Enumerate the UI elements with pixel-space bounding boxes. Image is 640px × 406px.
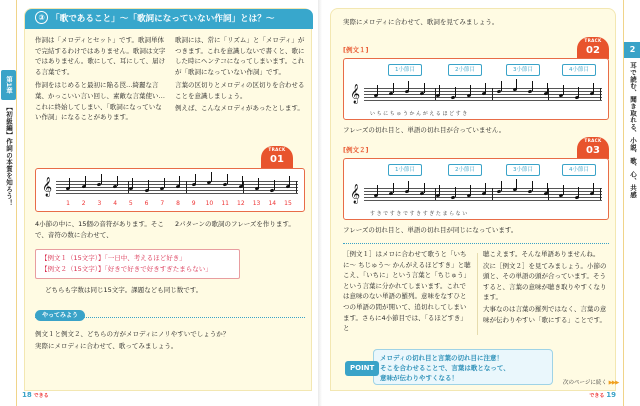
measure-tag: 2小節目 xyxy=(448,64,482,76)
note-number: 8 xyxy=(176,200,180,207)
staff-lines xyxy=(364,88,602,103)
note-stem xyxy=(274,180,275,190)
note-stem xyxy=(563,185,564,195)
note-stem xyxy=(455,187,456,197)
staff-lines xyxy=(364,188,602,203)
paragraph: 次に［例文２］を見てみましょう。小節の頭と、その単語の頭が合っています。そうすると、言葉の意味が聴き取りやすくなります。 xyxy=(483,261,607,302)
chapter-number: 2 xyxy=(624,42,640,58)
left-content-panel xyxy=(24,8,312,391)
example2-label: [例文２] xyxy=(343,146,369,154)
paragraph: 例文１と例文２、どちらの方がメロディにノリやすいでしょうか？ xyxy=(35,330,230,338)
next-page-link[interactable] xyxy=(563,379,618,388)
music-staff-2 xyxy=(343,58,609,120)
note-stem xyxy=(132,178,133,188)
paragraph: 言葉の区切りとメロディの区切りを合わせることを意識しましょう。 xyxy=(175,81,305,100)
example-box xyxy=(35,249,240,279)
brand-mark: できる xyxy=(589,393,605,400)
right-col-1 xyxy=(343,249,471,335)
point-badge: POINT xyxy=(345,361,379,376)
note-stem xyxy=(578,187,579,197)
note-stem xyxy=(195,174,196,184)
note-stem xyxy=(470,85,471,95)
note-number: 14 xyxy=(268,200,277,207)
lyrics: す き で す き で す き す ぎ た ま ら な い xyxy=(370,211,468,217)
track-label: TRACK xyxy=(584,38,602,43)
note-number: 4 xyxy=(113,200,118,207)
chapter-badge: 第1章 xyxy=(1,70,16,100)
note-number: 3 xyxy=(97,200,102,207)
note-stem xyxy=(227,174,228,184)
track-number: 02 xyxy=(586,45,600,56)
measure-tag: 1小節目 xyxy=(388,164,422,176)
paragraph: 大事なのは言葉の羅列ではなく、言葉の意味が伝わりやすい「歌にする」ことです。 xyxy=(483,304,607,324)
treble-clef-icon: 𝄞 xyxy=(42,177,53,197)
note-number: 13 xyxy=(252,200,261,207)
right-content-panel xyxy=(330,8,619,391)
note-stem xyxy=(408,181,409,191)
section-title-text: 「歌であること」〜「歌詞になっていない作詞」とは？〜 xyxy=(51,14,275,24)
paragraph: 聴こえます。そんな単語ありませんね。 xyxy=(483,250,600,258)
paragraph: 歌詞には、常に「リズム」と「メロディ」がつきます。これを意識しないで書くと、歌にした時にヘンテコになってしまいます。これが「歌詞になっていない作詞」です。 xyxy=(175,36,305,76)
note-stem xyxy=(258,178,259,188)
try-it-label: やってみよう xyxy=(35,310,85,321)
note-number: 5 xyxy=(128,200,133,207)
paragraph: ［例文１］はメロに合わせて歌うと「いちに〜 ちじゅう〜 かんがえるほどすき」と聴こえ、「いちに」という言葉と「ちじゅう」という言葉に分かれてしまいます。これでは意味のない単語の羅列。意味をなすひとつの単語の間が開いて、追切れしてしまいます。さらに4小節目では、「るほどすき」と xyxy=(343,250,471,333)
note-stem xyxy=(439,85,440,95)
note-stem xyxy=(593,183,594,193)
bar-line xyxy=(548,88,549,100)
note-stem xyxy=(164,178,165,188)
example2-caption: フレーズの切れ目と、単語の切れ目が同じになっています。 xyxy=(343,226,518,234)
note-stem xyxy=(439,185,440,195)
bar-line xyxy=(128,181,129,193)
example1-caption: フレーズの切れ目と、単語の切れ目が合っていません。 xyxy=(343,126,506,134)
bar-line xyxy=(600,88,601,100)
treble-clef-icon: 𝄞 xyxy=(350,84,361,104)
note-stem xyxy=(179,176,180,186)
bar-line xyxy=(548,188,549,200)
right-page xyxy=(322,0,640,406)
note-number: 11 xyxy=(221,200,229,207)
note-stem xyxy=(593,83,594,93)
measure-tag: 3小節目 xyxy=(506,164,540,176)
track-label: TRACK xyxy=(268,147,286,152)
note-stem xyxy=(424,183,425,193)
example-1 xyxy=(41,253,234,264)
example-2-text: 「好きで好きで好きすぎたまらない」 xyxy=(104,265,212,273)
note-stem xyxy=(455,87,456,97)
chapter-subtitle: 【初級編】作詞の本質を知ろう！ xyxy=(5,104,13,206)
bar-line xyxy=(186,181,187,193)
note-stem xyxy=(563,85,564,95)
lyrics: い ち に ち ゅ う か ん が え る ほ ど す き xyxy=(370,111,468,117)
note-stem xyxy=(501,81,502,91)
note-stem xyxy=(516,179,517,189)
right-col-2 xyxy=(483,249,611,326)
note-number: 10 xyxy=(205,200,214,207)
note-stem xyxy=(516,79,517,89)
note-stem xyxy=(85,176,86,186)
track-number: 01 xyxy=(270,154,284,165)
left-page xyxy=(0,0,318,406)
left-folio xyxy=(22,390,49,401)
music-staff-3 xyxy=(343,158,609,220)
left-col-1 xyxy=(35,35,167,124)
paragraph: 実際にメロディに合わせて、歌ってみましょう。 xyxy=(35,341,178,350)
intro-text: 実際にメロディに合わせて、歌詞を見てみましょう。 xyxy=(343,18,499,26)
note-stem xyxy=(211,172,212,182)
note-stem xyxy=(501,181,502,191)
note-number: 15 xyxy=(284,200,292,207)
left-col-2 xyxy=(175,35,305,114)
note-number: 9 xyxy=(191,200,196,207)
dotted-divider xyxy=(343,243,609,244)
paragraph: 作詞は「メロディとセット」です。歌詞単体で完結するわけではありません。歌詞は文字ではありません。歌にして、耳にして、届ける言葉です。 xyxy=(35,36,166,76)
note-number: 7 xyxy=(160,200,165,207)
note-stem xyxy=(377,85,378,95)
left-side-tab xyxy=(0,0,17,406)
try-it-text xyxy=(35,329,305,352)
note-number: 1 xyxy=(66,200,70,207)
bar-line xyxy=(435,188,436,200)
example1-label: [例文１] xyxy=(343,46,369,54)
section-title xyxy=(25,9,313,29)
example-2 xyxy=(41,264,234,275)
example-2-label: 【例文２（15文字）】 xyxy=(41,265,105,273)
next-page-text: 次のページに続く xyxy=(563,380,607,386)
measure-tag: 4小節目 xyxy=(562,64,596,76)
page-number: 18 xyxy=(22,391,32,400)
point-line: メロディの切れ目と言葉の切れ目に注意！ xyxy=(380,354,503,362)
bar-line xyxy=(435,88,436,100)
right-side-tab xyxy=(623,0,640,406)
note-stem xyxy=(532,81,533,91)
right-tab-subtitle: 耳で読む、聞き取れる、小説、歌、心、共感 xyxy=(629,62,637,198)
track-badge-02[interactable] xyxy=(577,37,609,59)
measure-tag: 4小節目 xyxy=(562,164,596,176)
bar-line xyxy=(492,188,493,200)
note-stem xyxy=(393,83,394,93)
paragraph: 例えば、こんなメロディがあったとします。 xyxy=(175,103,304,112)
bar-line xyxy=(243,181,244,193)
note-stem xyxy=(470,185,471,195)
note-stem xyxy=(148,180,149,190)
measure-tag: 3小節目 xyxy=(506,64,540,76)
track-label: TRACK xyxy=(584,138,602,143)
point-line: そこを合わせることで、言葉は歌となって、 xyxy=(380,364,510,372)
note-number: 6 xyxy=(144,200,149,207)
note-stem xyxy=(485,83,486,93)
page-number: 19 xyxy=(606,391,616,400)
note-number: 12 xyxy=(237,200,245,207)
below-staff-left: 4小節の中に、15個の音符があります。そこで、音符の数に合わせて、 xyxy=(35,220,164,239)
track-badge-01[interactable] xyxy=(261,146,293,168)
bar-line xyxy=(296,181,297,193)
note-stem xyxy=(485,183,486,193)
example-1-text: 「一日中、考えるほど好き」 xyxy=(104,254,186,262)
note-stem xyxy=(578,87,579,97)
bar-line xyxy=(600,188,601,200)
note-number: 2 xyxy=(81,200,86,207)
point-line: 意味が伝わりやすくなる！ xyxy=(380,374,458,382)
staff-lines xyxy=(56,181,298,196)
right-folio xyxy=(589,390,616,401)
note-stem xyxy=(101,174,102,184)
music-staff-1 xyxy=(35,168,305,212)
note-stem xyxy=(117,176,118,186)
note-stem xyxy=(393,183,394,193)
track-number: 03 xyxy=(586,145,600,156)
below-staff-right: 2パターンの歌詞のフレーズを作ります。 xyxy=(175,220,295,228)
note-stem xyxy=(377,185,378,195)
after-examples: どちらも字数は同じ15文字。課題なども同じ数です。 xyxy=(45,286,203,294)
point-box xyxy=(373,349,553,385)
brand-mark: できる xyxy=(33,393,49,400)
note-stem xyxy=(289,176,290,186)
example-1-label: 【例文１（15文字）】 xyxy=(41,254,105,262)
paragraph: 作詞をはじめると最初に陥る罠…綺麗な言葉、かっこいい言い回し、素敵な言葉使い…これに終始してしまい、「歌詞になっていない作詞」になることがあります。 xyxy=(35,81,165,122)
measure-tag: 1小節目 xyxy=(388,64,422,76)
note-stem xyxy=(69,178,70,188)
measure-tag: 2小節目 xyxy=(448,164,482,176)
note-stem xyxy=(408,81,409,91)
track-badge-03[interactable] xyxy=(577,137,609,159)
note-stem xyxy=(532,181,533,191)
next-arrows-icon: ▶▶▶ xyxy=(608,380,619,386)
section-number: ③ xyxy=(35,11,48,24)
bar-line xyxy=(492,88,493,100)
treble-clef-icon: 𝄞 xyxy=(350,184,361,204)
note-stem xyxy=(424,83,425,93)
column-divider xyxy=(477,253,478,335)
